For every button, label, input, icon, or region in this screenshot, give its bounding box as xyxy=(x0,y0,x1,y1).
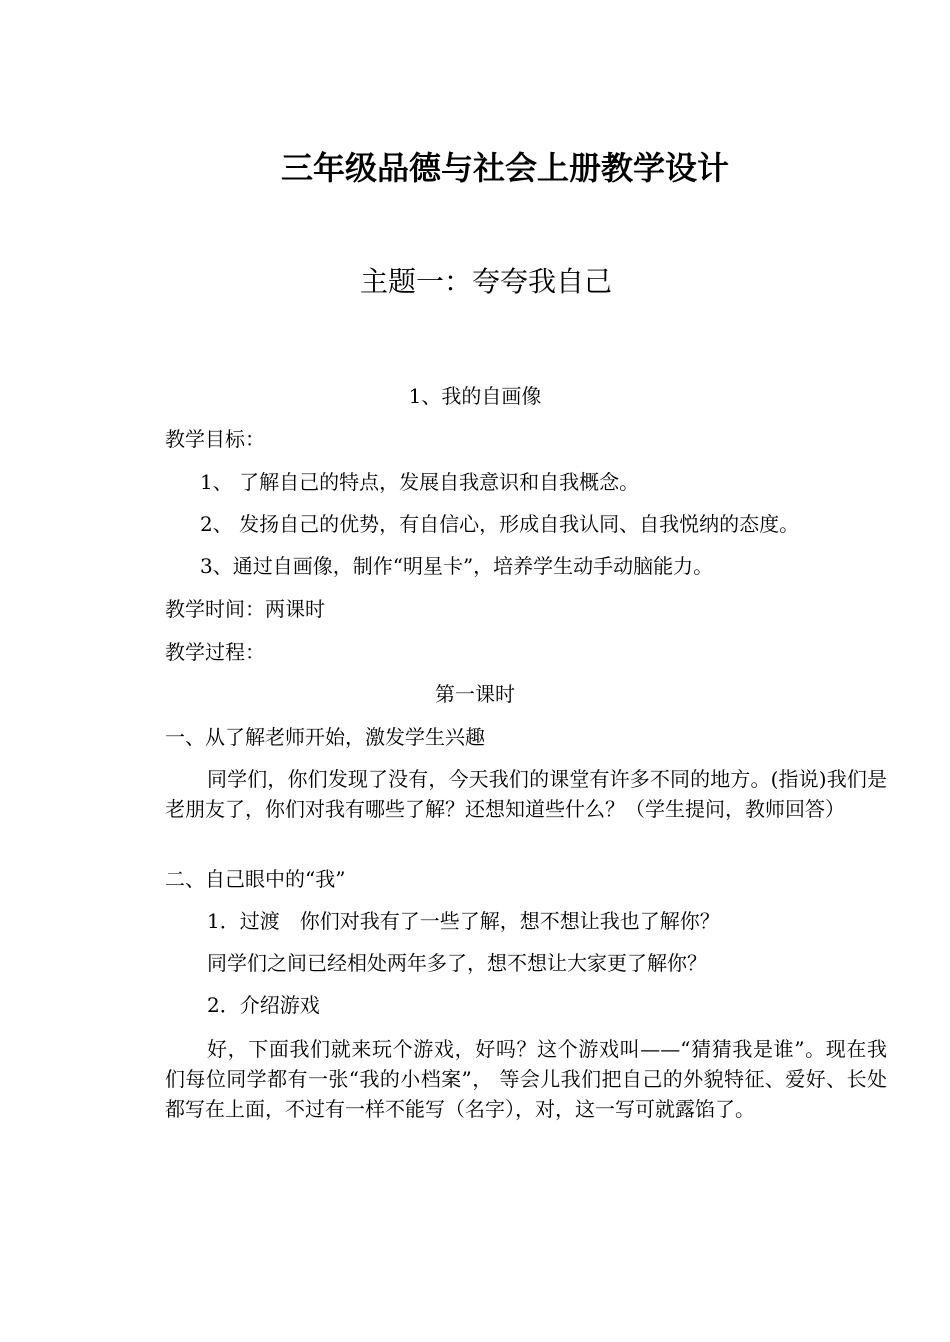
game-paragraph: 好，下面我们就来玩个游戏，好吗？这个游戏叫——“猜猜我是谁”。现在我们每位同学都有一张“我的小档案”， 等会儿我们把自己的外貌特征、爱好、长处都写在上面，不过有一样不能写（名字），对，这一写可就露馅了。 xyxy=(165,1037,887,1121)
step-line: 1．过渡 你们对我有了一些了解，想不想让我也了解你？ xyxy=(207,909,720,933)
objective-item: 1、 了解自己的特点，发展自我意识和自我概念。 xyxy=(200,470,640,494)
section-heading: 二、自己眼中的“我” xyxy=(165,867,346,891)
step-continuation: 同学们之间已经相处两年多了，想不想让大家更了解你？ xyxy=(207,951,707,975)
process-heading: 教学过程： xyxy=(165,640,265,664)
period-heading: 第一课时 xyxy=(435,682,515,706)
section-paragraph: 同学们，你们发现了没有，今天我们的课堂有许多不同的地方。(指说)我们是老朋友了，你们对我有哪些了解？还想知道些什么？（学生提问，教师回答） xyxy=(165,767,887,821)
lesson-title: 1、我的自画像 xyxy=(408,384,542,408)
step-line: 2．介绍游戏 xyxy=(207,993,320,1017)
time-line: 教学时间：两课时 xyxy=(165,597,325,621)
objective-item: 3、通过自画像，制作“明星卡”，培养学生动手动脑能力。 xyxy=(200,554,714,578)
theme-title: 主题一：夸夸我自己 xyxy=(359,265,612,298)
objectives-heading: 教学目标： xyxy=(165,427,265,451)
objective-item: 2、 发扬自己的优势，有自信心，形成自我认同、自我悦纳的态度。 xyxy=(200,512,800,536)
document-title: 三年级品德与社会上册教学设计 xyxy=(280,149,729,187)
section-heading: 一、从了解老师开始，激发学生兴趣 xyxy=(165,725,485,749)
